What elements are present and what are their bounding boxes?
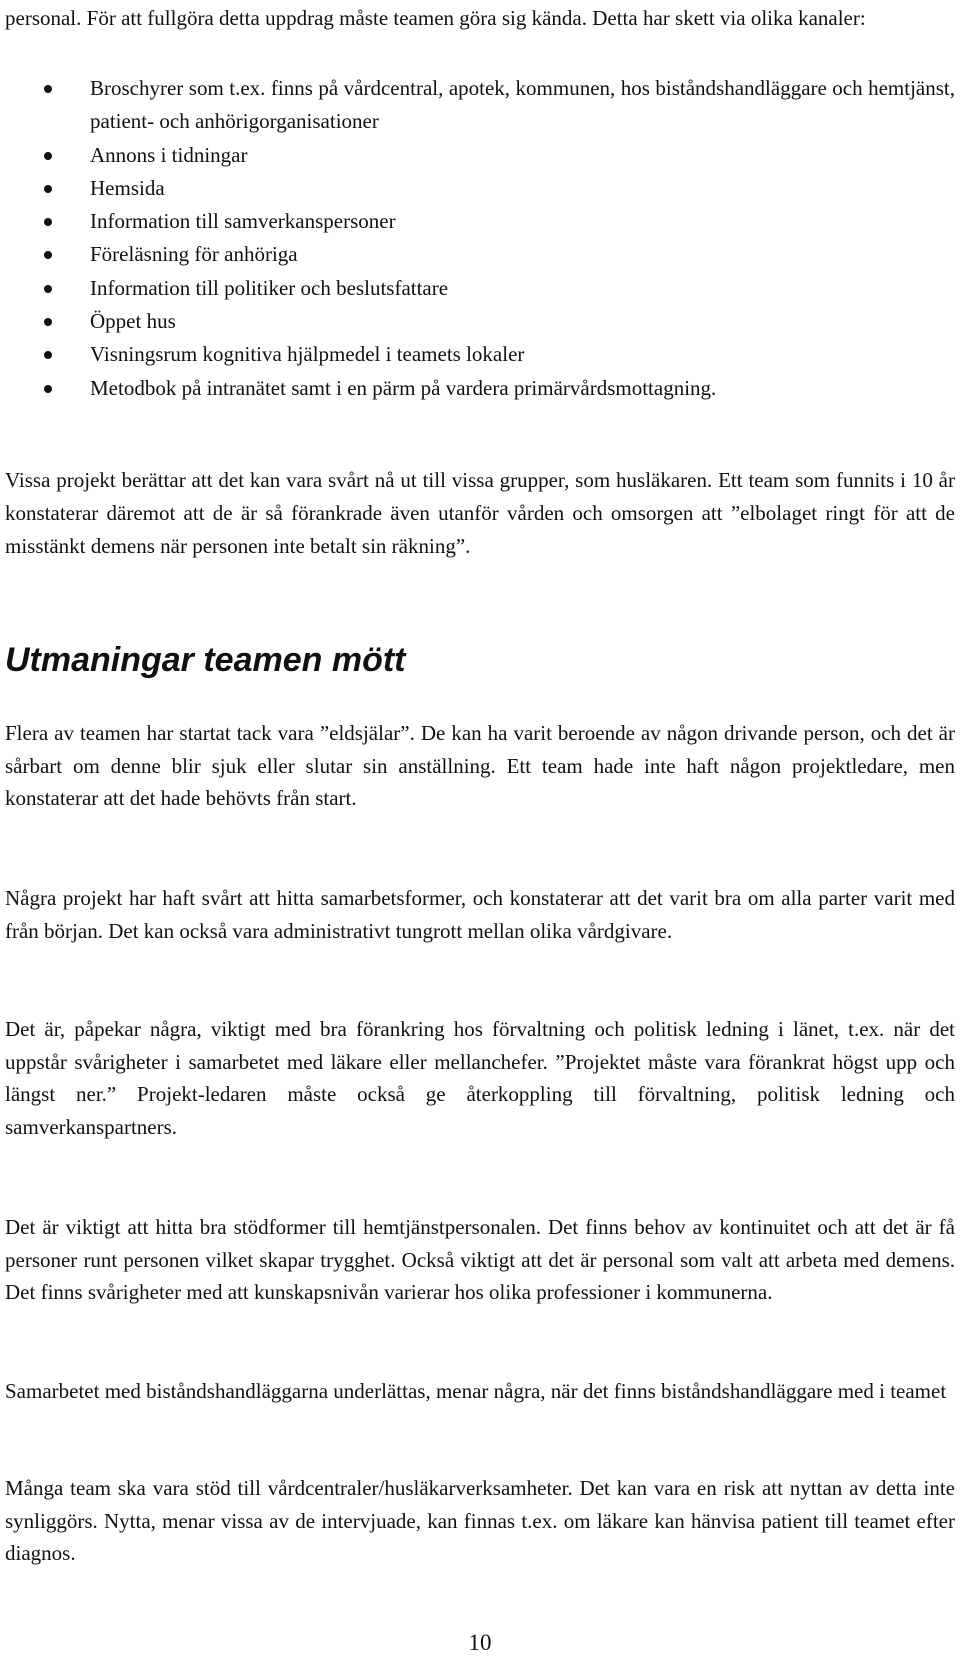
list-item xyxy=(0,72,955,139)
page-number: 10 xyxy=(468,1630,492,1655)
bullet-icon xyxy=(44,218,52,226)
bullet-icon xyxy=(44,351,52,359)
bullet-icon xyxy=(44,318,52,326)
bullet-icon xyxy=(44,185,52,193)
bullet-icon xyxy=(44,152,52,160)
list-item xyxy=(0,205,955,238)
bullet-icon xyxy=(44,385,52,393)
intro-paragraph: personal. För att fullgöra detta uppdrag måste teamen göra sig kända. Detta har skett via olika kanaler: xyxy=(5,6,866,30)
list-item xyxy=(0,238,955,271)
bullet-icon xyxy=(44,85,52,93)
list-item xyxy=(0,338,955,371)
body-paragraph: Några projekt har haft svårt att hitta samarbetsformer, och konstaterar att det varit bra om alla parter varit med från början. Det kan också vara administrativt tungrott mellan olika vårdgivare. xyxy=(5,886,955,943)
body-paragraph: Många team ska vara stöd till vårdcentraler/husläkarverksamheter. Det kan vara en risk att nyttan av detta inte synliggörs. Nytta, menar vissa av de intervjuade, kan finnas t.ex. om läkare kan hänvisa patient till teamet efter diagnos. xyxy=(5,1476,955,1565)
list-item xyxy=(0,172,955,205)
list-item xyxy=(0,139,955,172)
body-paragraph: Flera av teamen har startat tack vara ”eldsjälar”. De kan ha varit beroende av någon drivande person, och det är sårbart om denne blir sjuk eller slutar sin anställning. Ett team hade inte haft någon projektledare, men konstaterar att det hade behövts från start. xyxy=(5,721,955,810)
list-item-text: Annons i tidningar xyxy=(90,142,248,167)
body-paragraph: Samarbetet med biståndshandläggarna underlättas, menar några, när det finns biståndshandläggare med i teamet xyxy=(5,1379,947,1403)
list-item-text: Metodbok på intranätet samt i en pärm på vardera primärvårdsmottagning. xyxy=(90,375,717,400)
list-item-text: Broschyrer som t.ex. finns på vårdcentral, apotek, kommunen, hos biståndshandläggare och hemtjänst, patient- och anhörigorganisationer xyxy=(90,76,955,134)
body-paragraph: Det är, påpekar några, viktigt med bra förankring hos förvaltning och politisk ledning i länet, t.ex. när det uppstår svårigheter i samarbetet med läkare eller mellanchefer. ”Projektet måste vara förankrat högst upp och längst ner.” Projekt-ledaren måste också ge återkoppling till förvaltning, politisk ledning och samverkanspartners. xyxy=(5,1017,955,1139)
bullet-icon xyxy=(44,285,52,293)
list-item-text: Information till samverkanspersoner xyxy=(90,209,396,234)
list-item-text: Visningsrum kognitiva hjälpmedel i teamets lokaler xyxy=(90,342,525,367)
bullet-icon xyxy=(44,251,52,259)
list-item-text: Hemsida xyxy=(90,175,165,200)
channel-list xyxy=(0,72,955,405)
list-item xyxy=(0,272,955,305)
section-heading: Utmaningar teamen mött xyxy=(5,641,406,679)
list-item-text: Föreläsning för anhöriga xyxy=(90,242,298,267)
list-item-text: Öppet hus xyxy=(90,309,176,334)
reach-paragraph: Vissa projekt berättar att det kan vara svårt nå ut till vissa grupper, som husläkaren. Ett team som funnits i 10 år konstaterar däremot att de är så förankrade även utanför vården och omsorgen att ”elbolaget ringt för att de misstänkt demens när personen inte betalt sin räkning”. xyxy=(5,468,955,558)
list-item xyxy=(0,372,955,405)
body-paragraph: Det är viktigt att hitta bra stödformer till hemtjänstpersonalen. Det finns behov av kontinuitet och att det är få personer runt personen vilket skapar trygghet. Också viktigt att det är personal som valt att arbeta med demens. Det finns svårigheter med att kunskapsnivån varierar hos olika professioner i kommunerna. xyxy=(5,1215,955,1304)
list-item xyxy=(0,305,955,338)
list-item-text: Information till politiker och beslutsfattare xyxy=(90,275,449,300)
